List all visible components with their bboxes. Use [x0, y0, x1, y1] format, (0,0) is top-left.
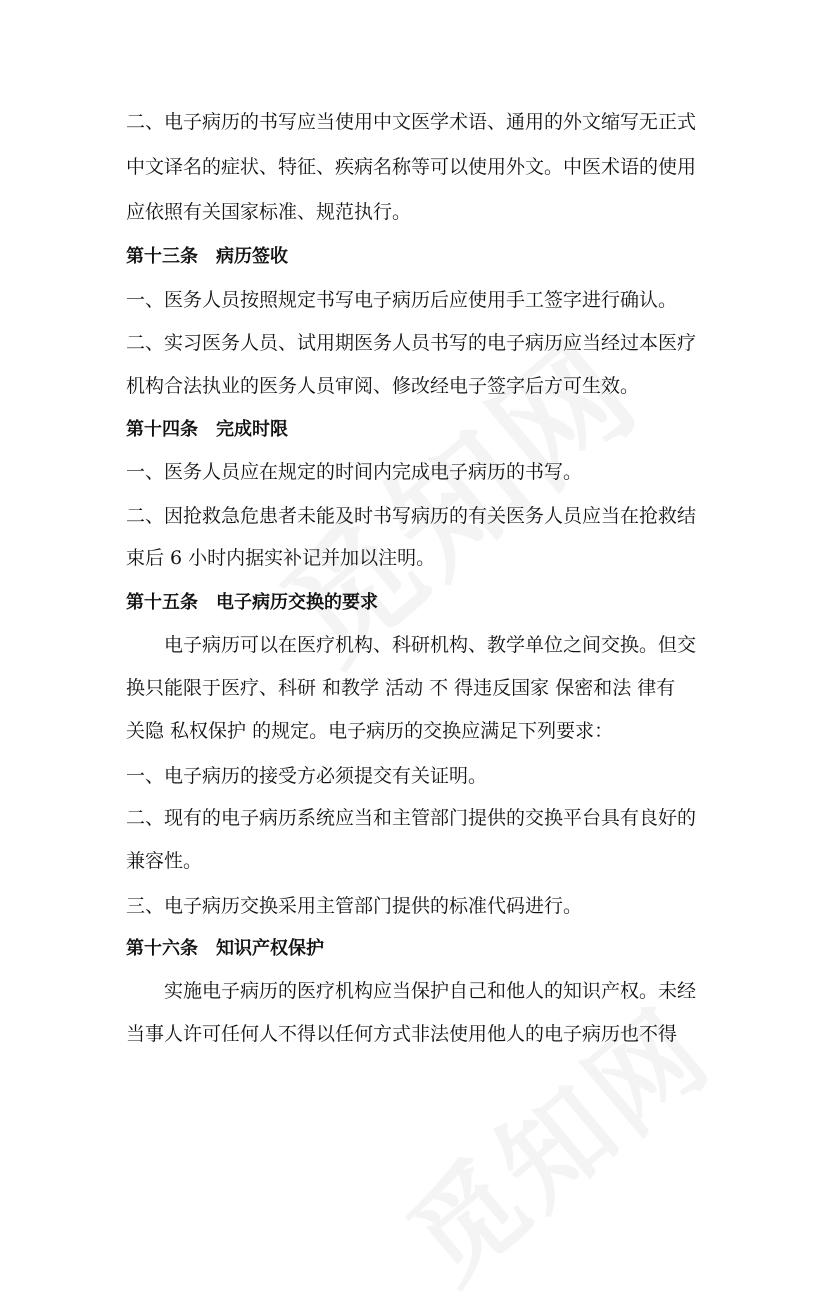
paragraph-line: 关隐 私权保护 的规定。电子病历的交换应满足下列要求： — [126, 720, 614, 742]
paragraph-line: 束后 6 小时内据实补记并加以注明。 — [126, 547, 436, 569]
paragraph-line: 二、现有的电子病历系统应当和主管部门提供的交换平台具有良好的 — [126, 807, 697, 829]
paragraph-line: 一、医务人员应在规定的时间内完成电子病历的书写。 — [126, 461, 583, 483]
paragraph-line: 一、医务人员按照规定书写电子病历后应使用手工签字进行确认。 — [126, 289, 678, 311]
section-heading-article-15: 第十五条 电子病历交换的要求 — [126, 592, 378, 613]
paragraph-line: 二、因抢救急危患者未能及时书写病历的有关医务人员应当在抢救结 — [126, 505, 697, 527]
paragraph-line: 当事人许可任何人不得以任何方式非法使用他人的电子病历也不得 — [126, 1023, 678, 1045]
paragraph-line: 一、电子病历的接受方必须提交有关证明。 — [126, 765, 488, 787]
paragraph-line: 换只能限于医疗、科研 和教学 活动 不 得违反国家 保密和法 律有 — [126, 677, 676, 699]
paragraph-line: 机构合法执业的医务人员审阅、修改经电子签字后方可生效。 — [126, 375, 640, 397]
watermark-bottom — [370, 967, 738, 1311]
paragraph-line: 实施电子病历的医疗机构应当保护自己和他人的知识产权。未经 — [164, 980, 697, 1002]
paragraph-line: 兼容性。 — [126, 850, 203, 872]
section-heading-article-13: 第十三条 病历签收 — [126, 246, 288, 267]
section-heading-article-14: 第十四条 完成时限 — [126, 419, 288, 440]
section-heading-article-16: 第十六条 知识产权保护 — [126, 938, 324, 959]
paragraph-line: 三、电子病历交换采用主管部门提供的标准代码进行。 — [126, 895, 583, 917]
paragraph-line: 电子病历可以在医疗机构、科研机构、教学单位之间交换。但交 — [164, 634, 697, 656]
paragraph-line: 二、实习医务人员、试用期医务人员书写的电子病历应当经过本医疗 — [126, 332, 697, 354]
paragraph-line: 中文译名的症状、特征、疾病名称等可以使用外文。中医术语的使用 — [126, 156, 697, 178]
paragraph-line: 应依照有关国家标准、规范执行。 — [126, 201, 412, 223]
paragraph-line: 二、电子病历的书写应当使用中文医学术语、通用的外文缩写无正式 — [126, 111, 697, 133]
